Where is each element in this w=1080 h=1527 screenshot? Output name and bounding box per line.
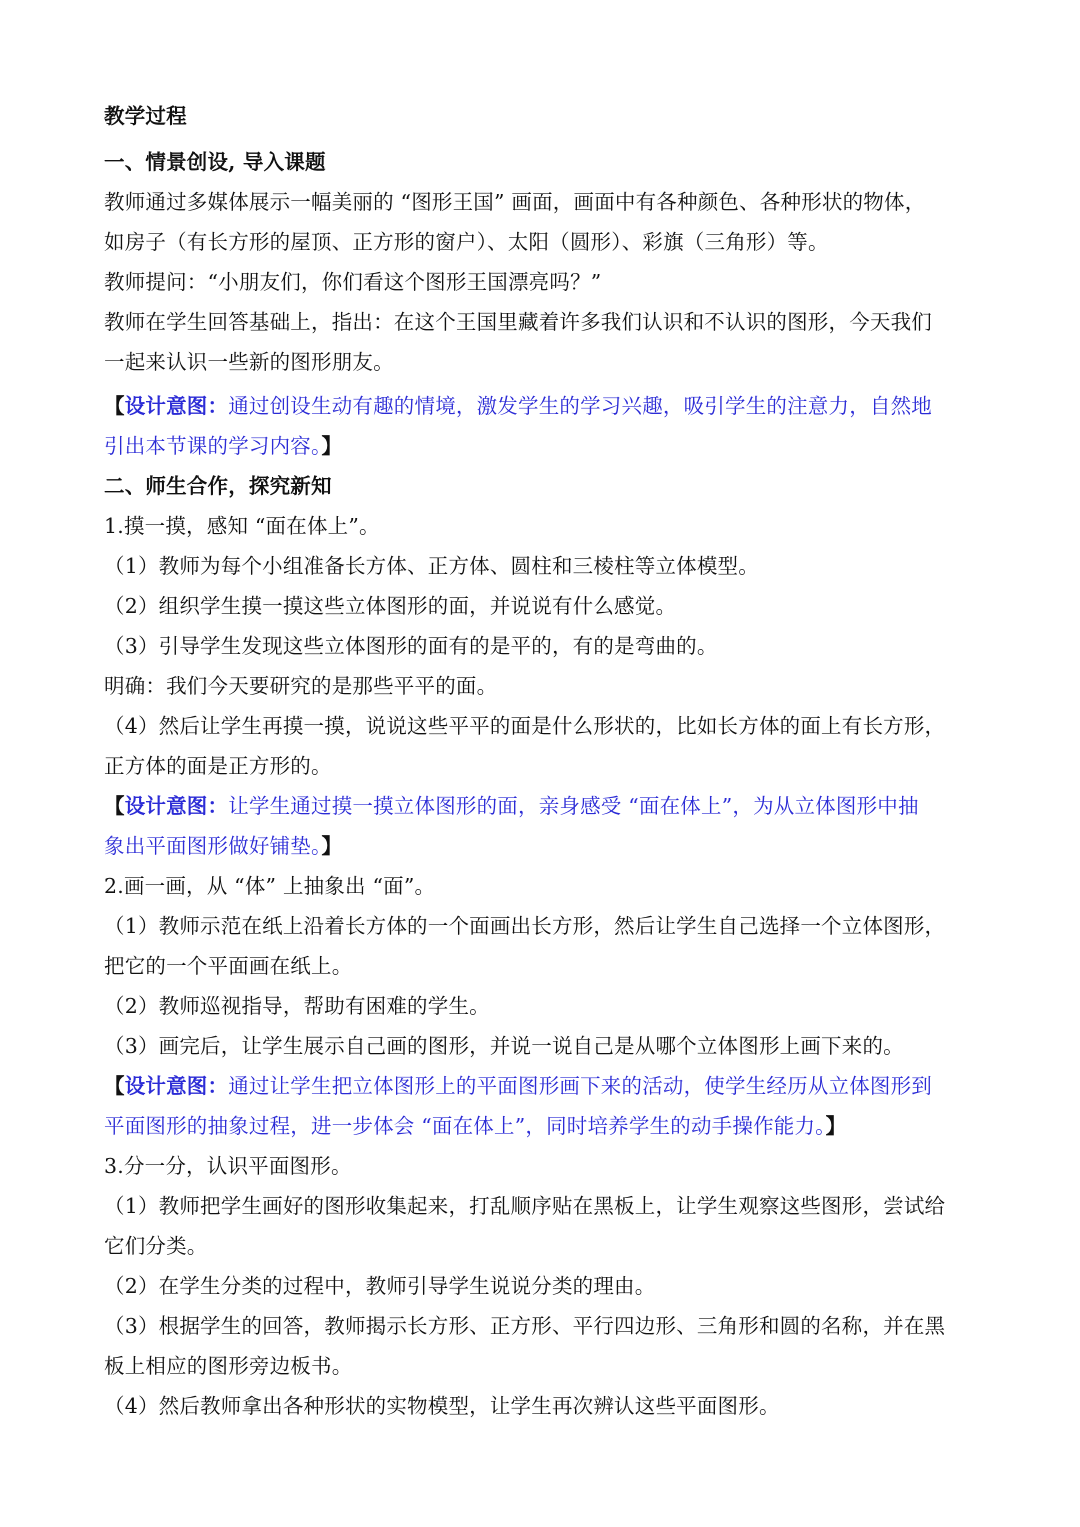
step-2-title: 2.画一画，从 “体” 上抽象出 “面”。 (104, 874, 436, 898)
intent-label: 设计意图： (124, 794, 229, 818)
paragraph-line: 教师通过多媒体展示一幅美丽的 “图形王国” 画面，画面中有各种颜色、各种形状的物体， (104, 190, 926, 214)
paragraph-line: 如房子（有长方形的屋顶、正方形的窗户）、太阳（圆形）、彩旗（三角形）等。 (104, 230, 829, 254)
design-intent-3-cont (104, 1106, 978, 1146)
document-page (104, 96, 978, 1426)
list-item-cont: 板上相应的图形旁边板书。 (104, 1354, 353, 1378)
bracket-open: 【 (104, 794, 125, 818)
paragraph-line: 一起来认识一些新的图形朋友。 (104, 350, 394, 374)
design-intent-2-cont (104, 826, 978, 866)
list-item-cont: 把它的一个平面画在纸上。 (104, 954, 353, 978)
bracket-close: 】 (321, 434, 343, 458)
bracket-open: 【 (104, 394, 125, 418)
paragraph-line: 明确：我们今天要研究的是那些平平的面。 (104, 674, 498, 698)
design-intent-1-cont (104, 426, 978, 466)
list-item: （1）教师为每个小组准备长方体、正方体、圆柱和三棱柱等立体模型。 (104, 554, 759, 578)
design-intent-3 (104, 1066, 978, 1106)
intent-label: 设计意图： (124, 1074, 229, 1098)
list-item-cont: 它们分类。 (104, 1234, 208, 1258)
intent-text: 让学生通过摸一摸立体图形的面，亲身感受 “面在体上”，为从立体图形中抽 (228, 794, 919, 818)
page-title: 教学过程 (104, 104, 187, 128)
section-2-heading: 二、师生合作，探究新知 (104, 474, 332, 498)
list-item: （2）教师巡视指导，帮助有困难的学生。 (104, 994, 490, 1018)
intent-label: 设计意图： (124, 394, 229, 418)
bracket-close: 】 (321, 834, 343, 858)
list-item: （3）引导学生发现这些立体图形的面有的是平的，有的是弯曲的。 (104, 634, 718, 658)
section-1-heading: 一、情景创设, 导入课题 (104, 150, 326, 174)
step-1-title: 1.摸一摸，感知 “面在体上”。 (104, 514, 380, 538)
list-item: （4）然后让学生再摸一摸，说说这些平平的面是什么形状的，比如长方体的面上有长方形， (104, 714, 946, 738)
paragraph-line: 教师提问：“小朋友们，你们看这个图形王国漂亮吗？” (104, 270, 602, 294)
design-intent-1 (104, 386, 978, 426)
list-item: （2）在学生分类的过程中，教师引导学生说说分类的理由。 (104, 1274, 656, 1298)
step-3-title: 3.分一分，认识平面图形。 (104, 1154, 352, 1178)
list-item: （1）教师把学生画好的图形收集起来，打乱顺序贴在黑板上，让学生观察这些图形，尝试给 (104, 1194, 946, 1218)
list-item: （3）画完后，让学生展示自己画的图形，并说一说自己是从哪个立体图形上画下来的。 (104, 1034, 904, 1058)
intent-text: 通过创设生动有趣的情境，激发学生的学习兴趣，吸引学生的注意力，自然地 (228, 394, 933, 418)
intent-text: 引出本节课的学习内容。 (104, 434, 322, 458)
list-item: （1）教师示范在纸上沿着长方体的一个面画出长方形，然后让学生自己选择一个立体图形， (104, 914, 946, 938)
list-item: （2）组织学生摸一摸这些立体图形的面，并说说有什么感觉。 (104, 594, 677, 618)
bracket-open: 【 (104, 1074, 125, 1098)
intent-text: 通过让学生把立体图形上的平面图形画下来的活动，使学生经历从立体图形到 (228, 1074, 933, 1098)
list-item: （4）然后教师拿出各种形状的实物模型，让学生再次辨认这些平面图形。 (104, 1394, 780, 1418)
design-intent-2 (104, 786, 978, 826)
list-item-cont: 正方体的面是正方形的。 (104, 754, 332, 778)
intent-text: 平面图形的抽象过程，进一步体会 “面在体上”，同时培养学生的动手操作能力。 (104, 1114, 826, 1138)
paragraph-line: 教师在学生回答基础上，指出：在这个王国里藏着许多我们认识和不认识的图形，今天我们 (104, 310, 932, 334)
bracket-close: 】 (825, 1114, 847, 1138)
intent-text: 象出平面图形做好铺垫。 (104, 834, 322, 858)
list-item: （3）根据学生的回答，教师揭示长方形、正方形、平行四边形、三角形和圆的名称，并在黑 (104, 1314, 946, 1338)
